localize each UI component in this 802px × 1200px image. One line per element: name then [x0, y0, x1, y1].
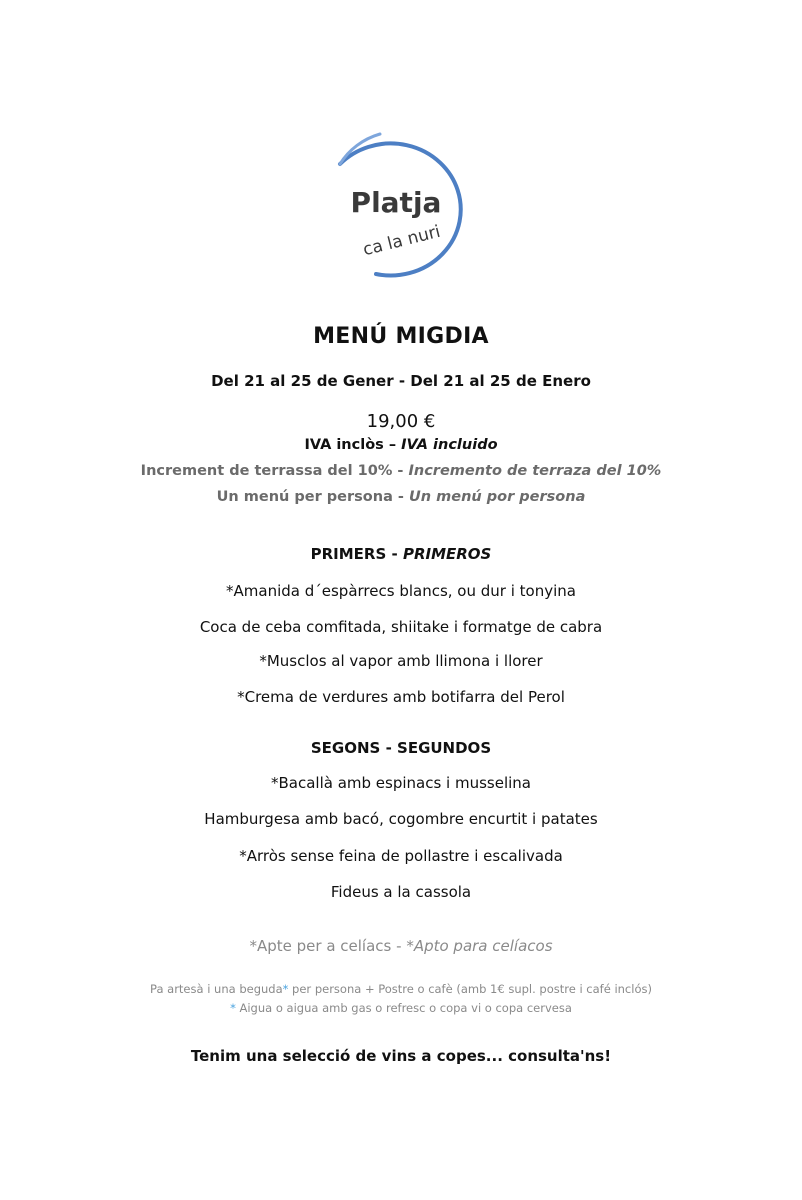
terrace-note: Increment de terrassa del 10% - Incremento de terraza del 10%	[140, 463, 662, 479]
wine-note: Tenim una selecció de vins a copes... consulta'ns!	[190, 1047, 612, 1065]
iva-note: IVA inclòs – IVA incluido	[304, 437, 498, 453]
primers-item: *Amanida d´espàrrecs blancs, ou dur i tonyina	[226, 582, 576, 600]
segons-item: *Arròs sense feina de pollastre i escalivada	[239, 847, 563, 865]
menu-price: 19,00 €	[366, 411, 436, 432]
menu-title: MENÚ MIGDIA	[313, 324, 489, 349]
platja-logo	[318, 124, 478, 284]
segons-heading: SEGONS - SEGUNDOS	[310, 739, 492, 757]
drinks-note: * Aigua o aigua amb gas o refresc o copa vi o copa cervesa	[230, 1001, 572, 1015]
celiac-note: *Apte per a celíacs - *Apto para celíacos	[249, 937, 553, 955]
segons-item: *Bacallà amb espinacs i musselina	[270, 774, 532, 792]
logo-tagline: ca la nuri	[361, 221, 443, 261]
logo-brand: Platja	[350, 186, 442, 219]
primers-item: Coca de ceba comfitada, shiitake i formatge de cabra	[199, 618, 603, 636]
segons-item: Hamburgesa amb bacó, cogombre encurtit i patates	[204, 810, 598, 828]
included-note: Pa artesà i una beguda* per persona + Postre o cafè (amb 1€ supl. postre i café inclós)	[150, 982, 652, 996]
primers-heading: PRIMERS - PRIMEROS	[310, 545, 492, 563]
per-person-note: Un menú per persona - Un menú por persona	[216, 489, 586, 505]
menu-dates: Del 21 al 25 de Gener - Del 21 al 25 de Enero	[211, 372, 591, 390]
primers-item: *Musclos al vapor amb llimona i llorer	[259, 652, 543, 670]
primers-item: *Crema de verdures amb botifarra del Perol	[237, 688, 565, 706]
segons-item: Fideus a la cassola	[330, 883, 472, 901]
